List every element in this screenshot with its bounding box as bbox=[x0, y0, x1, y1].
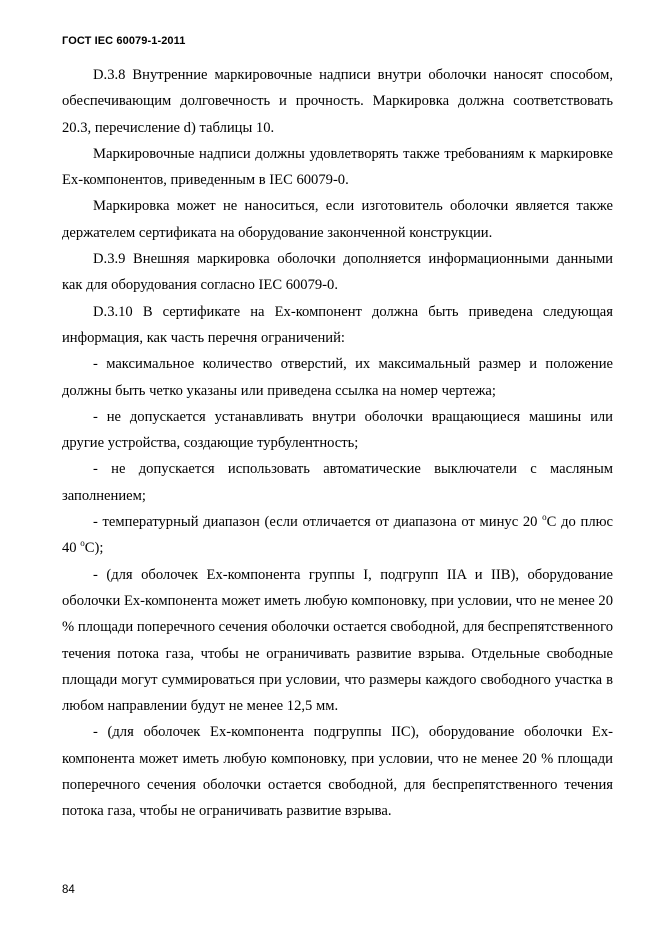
paragraph-marking-exception: Маркировка может не наноситься, если изготовитель оболочки является также держателем сертификата на оборудование законченной конструкции. bbox=[62, 198, 613, 241]
paragraph-d38: D.3.8 Внутренние маркировочные надписи внутри оболочки наносят способом, обеспечивающим долговечность и прочность. Маркировка должна соответствовать 20.3, перечисление d) таблицы 10. bbox=[62, 67, 613, 136]
list-item-rotating-machines: - не допускается устанавливать внутри оболочки вращающиеся машины или другие устройства, создающие турбулентность; bbox=[62, 408, 613, 452]
list-item-group-i-iia-iib: - (для оболочек Ex-компонента группы I, подгрупп IIA и IIB), оборудование оболочки Ex-компонента может иметь любую компоновку, при условии, что не менее 20 % площади поперечного сечения оболочки остается свободной, для беспрепятственного течения потока газа, чтобы не ограничивать развитие взрыва. Отдельные свободные площади могут суммироваться при условии, что размеры каждого свободного участка в любом направлении будут не менее 12,5 мм. bbox=[62, 566, 613, 715]
list-item-openings: - максимальное количество отверстий, их максимальный размер и положение должны быть четко указаны или приведена ссылка на номер чертежа; bbox=[62, 356, 613, 399]
paragraph-d39: D.3.9 Внешняя маркировка оболочки дополняется информационными данными как для оборудования согласно IEC 60079-0. bbox=[62, 251, 613, 294]
paragraph-d310: D.3.10 В сертификате на Ex-компонент должна быть приведена следующая информация, как часть перечня ограничений: bbox=[62, 303, 613, 346]
list-item-temperature-range: - температурный диапазон (если отличается от диапазона от минус 20 $^o$С до плюс 40 $^o$С); bbox=[62, 512, 613, 557]
document-header: ГОСТ IEC 60079-1-2011 bbox=[62, 35, 186, 47]
list-item-oil-breakers: - не допускается использовать автоматические выключатели с масляным заполнением; bbox=[62, 461, 613, 504]
page-number: 84 bbox=[62, 884, 75, 896]
list-item-group-iic: - (для оболочек Ex-компонента подгруппы IIC), оборудование оболочки Ex-компонента может иметь любую компоновку, при условии, что не менее 20 % площади поперечного сечения оболочки остается свободной, для беспрепятственного течения потока газа, чтобы не ограничивать развитие взрыва. bbox=[62, 724, 613, 820]
paragraph-marking-requirements: Маркировочные надписи должны удовлетворять также требованиям к маркировке Ex-компонентов, приведенным в IEC 60079-0. bbox=[62, 145, 613, 189]
page-body bbox=[62, 62, 613, 825]
